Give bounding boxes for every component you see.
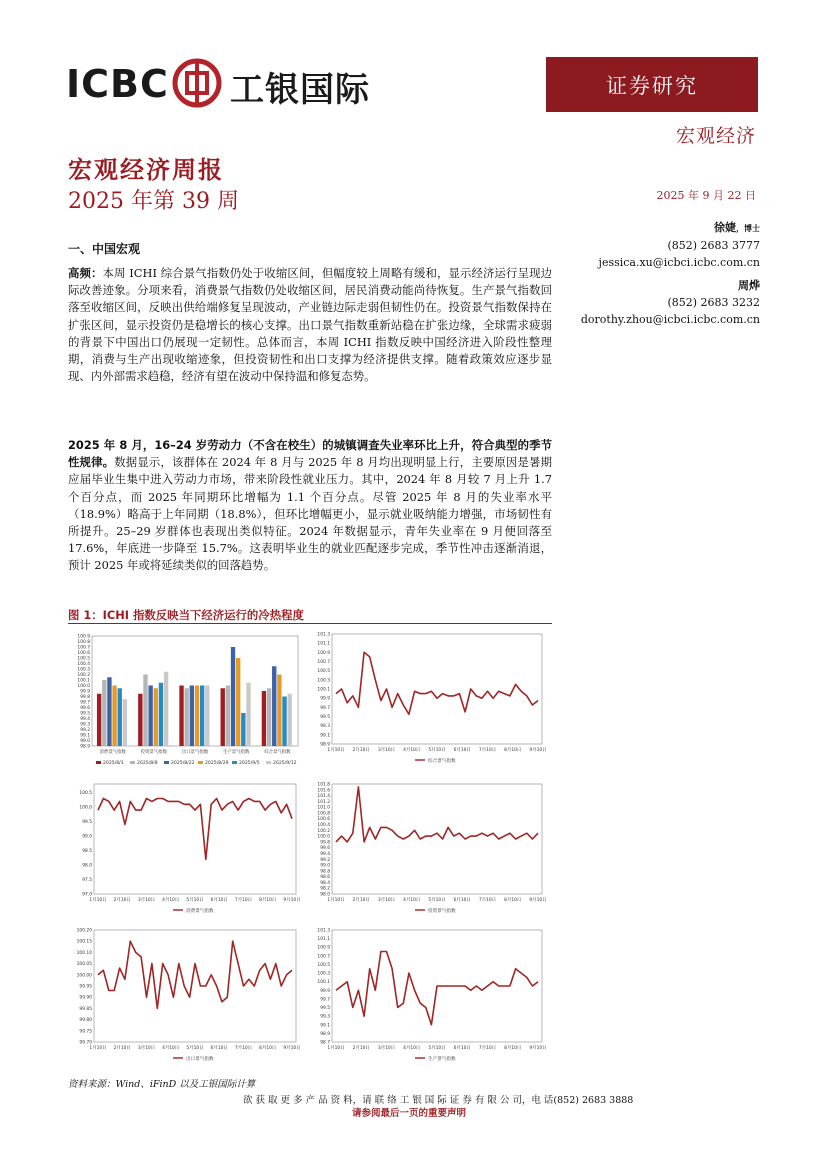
- bar: [148, 686, 152, 747]
- legend-swatch: [96, 761, 101, 764]
- bar: [159, 683, 163, 746]
- x-tick-label: 2月10日: [352, 898, 370, 903]
- x-tick-label: 1月10日: [327, 1046, 345, 1051]
- x-tick-label: 投资景气指数: [140, 750, 167, 755]
- y-tick-label: 100.1: [317, 980, 330, 986]
- report-subtitle: 2025 年第 39 周: [68, 189, 239, 214]
- y-tick-label: 100.8: [77, 640, 90, 645]
- y-tick-label: 100.1: [317, 687, 330, 693]
- y-tick-label: 99.5: [82, 820, 92, 826]
- x-tick-label: 9月10日: [283, 898, 301, 903]
- report-date: 2025 年 9 月 22 日: [656, 189, 756, 202]
- y-tick-label: 100.3: [77, 667, 90, 673]
- y-tick-label: 101.4: [317, 794, 330, 800]
- paragraph-unemployment: [68, 437, 552, 575]
- x-tick-label: 6月10日: [210, 1046, 228, 1051]
- y-tick-label: 100.3: [317, 971, 330, 977]
- legend-label: 出口景气指数: [186, 1057, 214, 1062]
- figure-divider: [68, 623, 552, 624]
- legend-label: 2025/9/12: [273, 761, 297, 766]
- bar: [102, 680, 106, 746]
- y-tick-label: 99.1: [80, 733, 90, 739]
- x-tick-label: 5月10日: [186, 1046, 204, 1051]
- series-line: [336, 652, 538, 714]
- y-tick-label: 99.4: [80, 717, 90, 722]
- bar: [123, 699, 127, 746]
- bar: [267, 688, 271, 746]
- x-tick-label: 1月10日: [89, 898, 107, 903]
- bar: [226, 686, 230, 747]
- y-tick-label: 99.0: [80, 739, 90, 744]
- report-title: 宏观经济周报: [68, 156, 224, 184]
- y-tick-label: 100.0: [77, 684, 90, 689]
- x-tick-label: 7月10日: [478, 1046, 497, 1051]
- bar: [262, 691, 266, 746]
- legend-label: 投资景气指数: [428, 909, 456, 914]
- y-tick-label: 99.95: [79, 984, 92, 990]
- y-tick-label: 99.7: [80, 700, 90, 706]
- bar: [221, 688, 225, 746]
- bar: [164, 672, 168, 746]
- legend-label: 消费景气指数: [186, 909, 214, 914]
- y-tick-label: 99.9: [320, 988, 330, 994]
- y-tick-label: 98.6: [320, 875, 330, 881]
- y-tick-label: 100.00: [76, 973, 92, 979]
- y-tick-label: 99.8: [80, 695, 90, 700]
- y-tick-label: 101.8: [317, 782, 330, 788]
- x-tick-label: 3月10日: [377, 1046, 396, 1051]
- y-tick-label: 98.9: [320, 742, 330, 748]
- y-tick-label: 100.0: [79, 805, 92, 811]
- report-category-banner: 证券研究: [546, 57, 758, 112]
- bar: [184, 688, 188, 746]
- legend-label: 综合景气指数: [428, 759, 456, 764]
- bar: [143, 675, 147, 747]
- analyst-name: 周烨: [738, 279, 760, 292]
- legend-label: 2025/8/29: [205, 761, 229, 766]
- x-tick-label: 8月10日: [504, 1046, 522, 1051]
- paragraph-lead: 高频：: [68, 266, 103, 280]
- y-tick-label: 99.0: [82, 834, 92, 840]
- footer-contact: 欲 获 取 更 多 产 品 资 料，请 联 络 工 银 国 际 证 券 有 限 公 司，电 话(852) 2683 3888: [243, 1095, 634, 1106]
- x-tick-label: 9月10日: [529, 898, 547, 903]
- y-tick-label: 99.0: [320, 863, 330, 869]
- analyst-contact: 徐婕，博士 (852) 2683 3777 jessica.xu@icbci.icbc.com.cn: [598, 221, 760, 269]
- y-tick-label: 100.05: [76, 962, 92, 968]
- x-tick-label: 4月10日: [162, 898, 180, 903]
- y-tick-label: 99.7: [320, 997, 330, 1003]
- y-tick-label: 100.2: [317, 828, 330, 834]
- series-line: [336, 952, 538, 1025]
- y-tick-label: 100.4: [317, 823, 330, 829]
- bar: [272, 666, 276, 746]
- x-tick-label: 7月10日: [234, 1046, 253, 1051]
- x-tick-label: 2月10日: [113, 898, 131, 903]
- bar: [231, 647, 235, 746]
- x-tick-label: 综合景气指数: [264, 750, 291, 755]
- bar: [154, 688, 158, 746]
- plot-frame: [94, 784, 296, 894]
- x-tick-label: 5月10日: [428, 1046, 446, 1051]
- y-tick-label: 99.85: [79, 1006, 92, 1012]
- x-tick-label: 4月10日: [162, 1046, 180, 1051]
- y-tick-label: 99.5: [80, 711, 90, 717]
- legend-label: 2025/8/22: [171, 761, 195, 766]
- legend-swatch: [164, 761, 169, 764]
- legend-swatch: [198, 761, 203, 764]
- plot-frame: [94, 930, 296, 1042]
- bar: [112, 686, 116, 747]
- y-tick-label: 100.2: [77, 673, 90, 678]
- analyst-email[interactable]: dorothy.zhou@icbci.icbc.com.cn: [580, 313, 760, 326]
- y-tick-label: 98.0: [82, 863, 92, 869]
- x-tick-label: 6月10日: [210, 898, 228, 903]
- y-tick-label: 101.6: [317, 788, 330, 794]
- legend-label: 2025/9/5: [239, 761, 260, 766]
- y-tick-label: 100.5: [317, 962, 330, 968]
- y-tick-label: 99.1: [320, 733, 330, 739]
- x-tick-label: 消费景气指数: [99, 750, 126, 755]
- analyst-email[interactable]: jessica.xu@icbci.icbc.com.cn: [598, 256, 760, 269]
- x-tick-label: 生产景气指数: [223, 750, 250, 755]
- legend-swatch: [266, 761, 271, 764]
- y-tick-label: 99.75: [79, 1029, 92, 1035]
- y-tick-label: 98.0: [320, 892, 330, 898]
- y-tick-label: 99.3: [320, 1014, 330, 1020]
- x-tick-label: 1月10日: [327, 748, 345, 753]
- y-tick-label: 100.5: [79, 791, 92, 797]
- y-tick-label: 99.4: [320, 851, 330, 857]
- report-section-label: 宏观经济: [675, 125, 756, 147]
- y-tick-label: 99.3: [320, 724, 330, 730]
- y-tick-label: 99.90: [79, 995, 92, 1001]
- series-line: [98, 941, 292, 1008]
- chart-line-consumption: [66, 778, 306, 924]
- y-tick-label: 98.5: [82, 849, 92, 855]
- paragraph-body: 本周 ICHI 综合景气指数仍处于收缩区间，但幅度较上周略有缓和，显示经济运行呈现边际改善迹象。分项来看，消费景气指数仍处收缩区间，居民消费动能尚待恢复。生产景气指数回落至收缩区间，反映出供给端修复呈现波动，产业链边际走弱但韧性仍在。投资景气指数保持在扩张区间，显示投资仍是稳增长的核心支撑。出口景气指数重新站稳在扩张边缘，全球需求疲弱的背景下中国出口仍展现一定韧性。总体而言，本周 ICHI 指数反映中国经济进入阶段性整理期，消费与生产出现收缩迹象，但投资韧性和出口支撑为经济提供支撑。随着政策效应逐步显现、内外部需求趋稳，经济有望在波动中保持温和修复态势。: [68, 266, 552, 384]
- series-line: [98, 799, 292, 860]
- y-tick-label: 98.2: [320, 886, 330, 892]
- x-tick-label: 8月10日: [504, 748, 522, 753]
- y-tick-label: 101.3: [317, 632, 330, 638]
- y-tick-label: 97.5: [82, 878, 92, 884]
- x-tick-label: 3月10日: [137, 898, 156, 903]
- x-tick-label: 3月10日: [377, 748, 396, 753]
- y-tick-label: 99.8: [320, 840, 330, 846]
- y-tick-label: 100.7: [77, 645, 90, 651]
- x-tick-label: 8月10日: [259, 1046, 277, 1051]
- legend-label: 生产景气指数: [428, 1057, 456, 1062]
- analyst-contact: [581, 277, 760, 328]
- bar: [205, 686, 209, 747]
- legend-label: 2025/8/1: [103, 761, 124, 766]
- y-tick-label: 100.4: [77, 662, 90, 667]
- x-tick-label: 5月10日: [428, 898, 446, 903]
- y-tick-label: 99.3: [80, 722, 90, 728]
- y-tick-label: 100.8: [317, 811, 330, 817]
- x-tick-label: 9月10日: [283, 1046, 301, 1051]
- x-tick-label: 8月10日: [259, 898, 277, 903]
- y-tick-label: 100.9: [317, 945, 330, 951]
- bar: [200, 686, 204, 747]
- chart-line-export: [66, 924, 306, 1072]
- y-tick-label: 101.1: [317, 937, 330, 943]
- y-tick-label: 98.4: [320, 880, 330, 886]
- chart-line-production: [304, 924, 552, 1072]
- bar: [107, 677, 111, 746]
- y-tick-label: 100.5: [77, 656, 90, 662]
- bar: [282, 697, 286, 747]
- x-tick-label: 6月10日: [453, 748, 471, 753]
- x-tick-label: 2月10日: [113, 1046, 131, 1051]
- bar: [190, 686, 194, 747]
- x-tick-label: 6月10日: [453, 898, 471, 903]
- bar: [179, 686, 183, 747]
- bar: [118, 688, 122, 746]
- x-tick-label: 6月10日: [453, 1046, 471, 1051]
- series-line: [336, 787, 538, 842]
- analyst-name: 徐婕: [714, 221, 736, 234]
- y-tick-label: 100.0: [317, 834, 330, 840]
- x-tick-label: 2月10日: [352, 1046, 370, 1051]
- section-heading: 一、中国宏观: [68, 242, 141, 256]
- figure-title: 图 1：ICHI 指数反映当下经济运行的冷热程度: [68, 608, 304, 622]
- x-tick-label: 8月10日: [504, 898, 522, 903]
- y-tick-label: 101.1: [317, 641, 330, 647]
- chart-bar-subindices: [66, 628, 306, 774]
- y-tick-label: 100.6: [77, 651, 90, 656]
- x-tick-label: 9月10日: [529, 748, 547, 753]
- y-tick-label: 99.70: [79, 1040, 92, 1046]
- x-tick-label: 5月10日: [428, 748, 446, 753]
- x-tick-label: 9月10日: [529, 1046, 547, 1051]
- bar: [97, 694, 101, 746]
- paragraph-body: 数据显示，该群体在 2024 年 8 月与 2025 年 8 月均出现明显上行，主要原因是暑期应届毕业生集中进入劳动力市场，带来阶段性就业压力。其中，2024 年 8 月较 7 月上升 1.7 个百分点，而 2025 年同期环比增幅为 1.1 个百分点。尽管 2025 年 8 月的失业率水平（18.9%）略高于上年同期（18.8%），但环比增幅更小，显示就业吸纳能力增强，市场韧性有所提升。25–29 岁群体也表现出类似特征。2024 年数据显示，青年失业率在 9 月便回落至 17.6%，年底进一步降至 15.7%。这表明毕业生的就业匹配逐步完成，季节性冲击逐渐消退，预计 2025 年或将延续类似的回落趋势。: [68, 455, 552, 573]
- x-tick-label: 3月10日: [137, 1046, 156, 1051]
- x-tick-label: 1月10日: [327, 898, 345, 903]
- y-tick-label: 101.2: [317, 799, 330, 805]
- y-tick-label: 99.6: [320, 846, 330, 852]
- y-tick-label: 100.9: [317, 650, 330, 656]
- y-tick-label: 101.0: [317, 805, 330, 811]
- analyst-title: 博士: [744, 224, 760, 233]
- y-tick-label: 100.9: [77, 634, 90, 640]
- bar: [195, 686, 199, 747]
- bar: [241, 713, 245, 746]
- y-tick-label: 100.7: [317, 660, 330, 665]
- y-tick-label: 100.3: [317, 678, 330, 684]
- x-tick-label: 4月10日: [403, 1046, 421, 1051]
- chart-line-composite: [304, 628, 552, 774]
- footer-disclaimer-link[interactable]: 请参阅最后一页的重要声明: [352, 1108, 467, 1119]
- paragraph-lead: 2025 年 8 月，16–24 岁劳动力（不含在校生）的城镇调查失业率环比上升，符合典型的季节性规律。: [68, 438, 552, 470]
- bar: [236, 658, 240, 746]
- y-tick-label: 99.80: [79, 1018, 92, 1024]
- y-tick-label: 100.7: [317, 954, 330, 960]
- y-tick-label: 99.6: [80, 706, 90, 711]
- plot-frame: [332, 634, 542, 744]
- paragraph-high-frequency: [68, 265, 552, 385]
- icbc-emblem-icon: [172, 58, 222, 108]
- y-tick-label: 99.9: [80, 689, 90, 695]
- logo-chinese: 工银国际: [230, 70, 370, 110]
- x-tick-label: 2月10日: [352, 748, 370, 753]
- y-tick-label: 99.7: [320, 705, 330, 711]
- figure-source: 资料来源：Wind、iFinD 以及工银国际计算: [68, 1079, 256, 1090]
- y-tick-label: 100.10: [76, 950, 92, 956]
- y-tick-label: 99.2: [320, 857, 330, 863]
- bar: [287, 694, 291, 746]
- logo-latin: ICBC: [66, 62, 169, 106]
- y-tick-label: 98.9: [80, 744, 90, 750]
- y-tick-label: 100.15: [76, 939, 92, 945]
- y-tick-label: 99.2: [80, 728, 90, 733]
- x-tick-label: 出口景气指数: [181, 750, 209, 755]
- x-tick-label: 7月10日: [478, 898, 497, 903]
- legend-swatch: [130, 761, 135, 764]
- bar: [138, 694, 142, 746]
- y-tick-label: 98.8: [320, 869, 330, 875]
- x-tick-label: 3月10日: [377, 898, 396, 903]
- x-tick-label: 1月10日: [89, 1046, 107, 1051]
- y-tick-label: 100.1: [77, 678, 90, 684]
- legend-label: 2025/8/8: [137, 761, 158, 766]
- y-tick-label: 100.5: [317, 669, 330, 675]
- y-tick-label: 98.9: [320, 1031, 330, 1037]
- bar: [277, 675, 281, 747]
- y-tick-label: 99.9: [320, 696, 330, 702]
- chart-line-investment: [304, 778, 552, 924]
- analyst-phone: (852) 2683 3232: [667, 296, 760, 309]
- y-tick-label: 101.3: [317, 928, 330, 934]
- bar: [246, 683, 250, 746]
- x-tick-label: 7月10日: [234, 898, 253, 903]
- y-tick-label: 99.1: [320, 1023, 330, 1029]
- y-tick-label: 97.0: [82, 892, 92, 898]
- x-tick-label: 4月10日: [403, 748, 421, 753]
- y-tick-label: 100.6: [317, 817, 330, 823]
- y-tick-label: 100.20: [76, 928, 92, 934]
- x-tick-label: 4月10日: [403, 898, 421, 903]
- y-tick-label: 99.5: [320, 715, 330, 720]
- analyst-phone: (852) 2683 3777: [667, 239, 760, 252]
- y-tick-label: 99.5: [320, 1006, 330, 1012]
- x-tick-label: 5月10日: [186, 898, 204, 903]
- x-tick-label: 7月10日: [478, 748, 497, 753]
- y-tick-label: 98.7: [320, 1040, 330, 1046]
- legend-swatch: [232, 761, 237, 764]
